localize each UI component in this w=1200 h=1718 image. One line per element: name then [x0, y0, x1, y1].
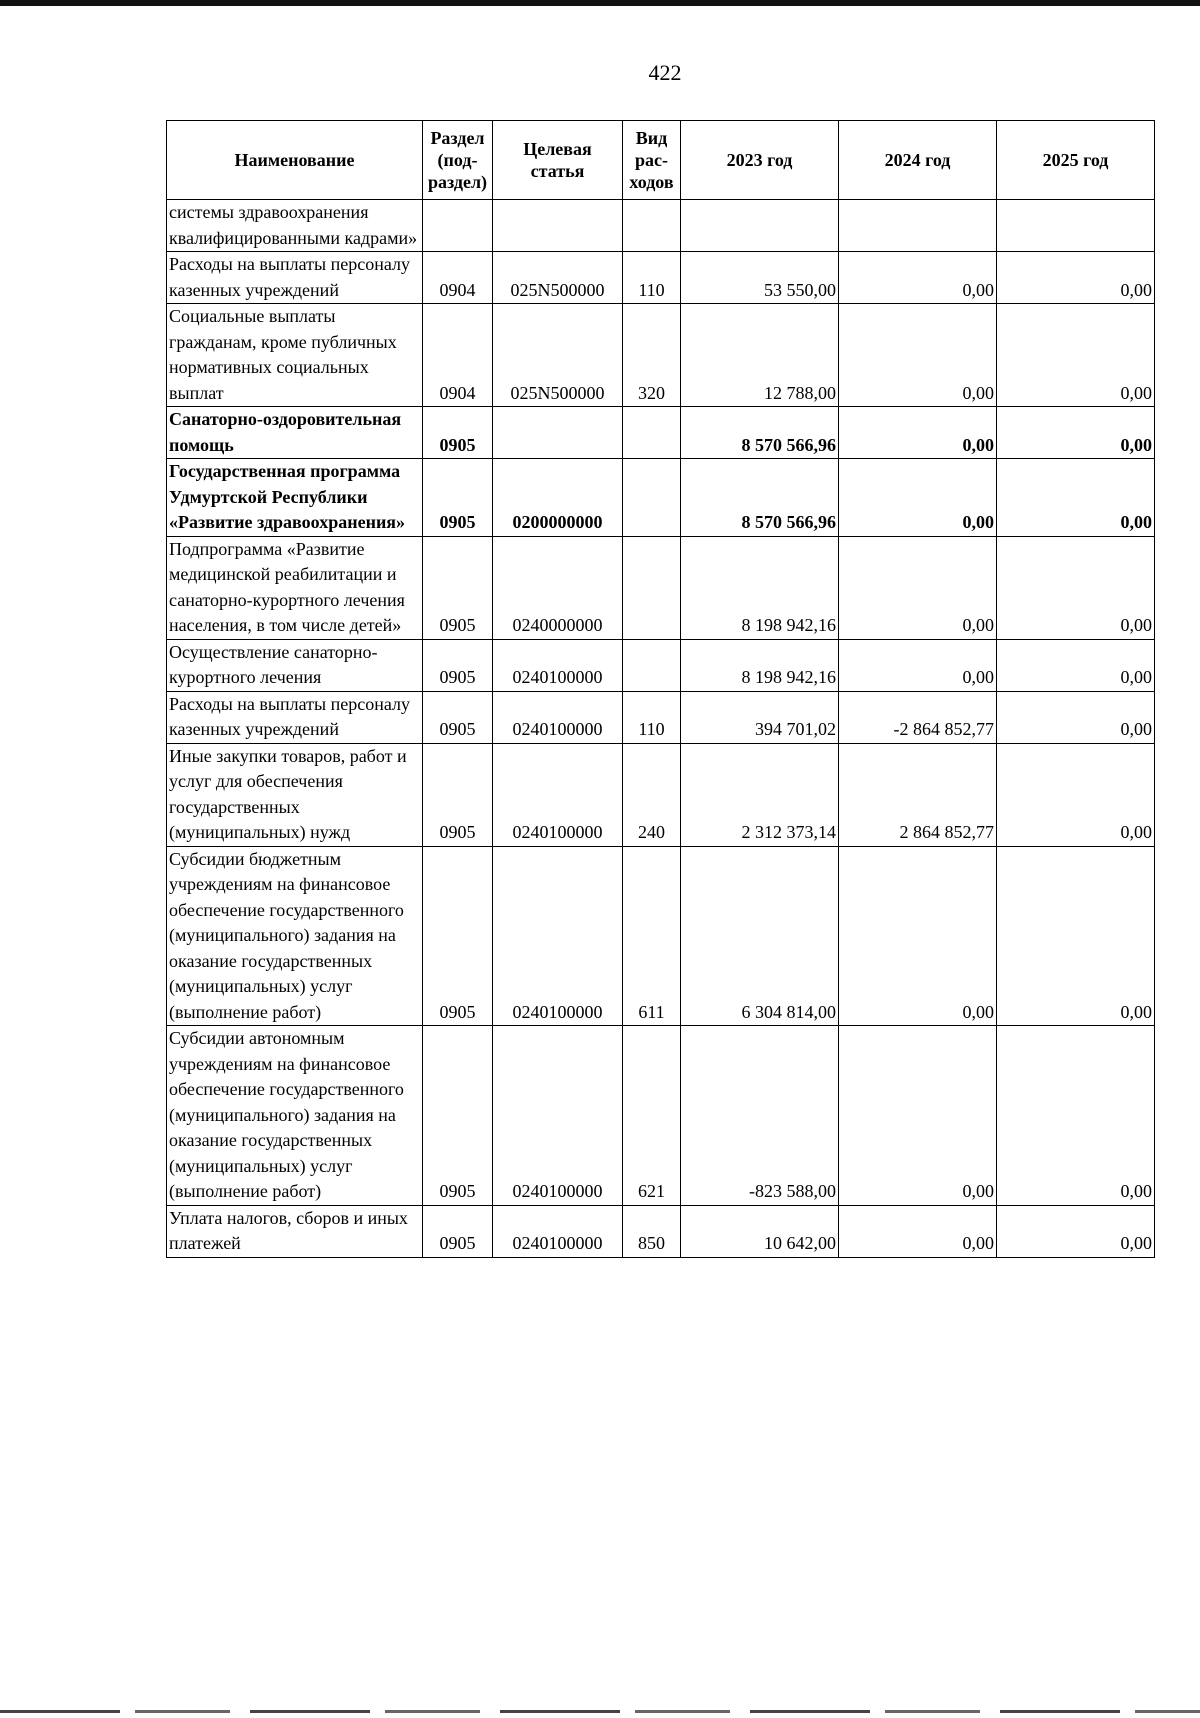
cell-type — [623, 200, 681, 252]
cell-target: 0240100000 — [493, 1026, 623, 1206]
cell-type: 240 — [623, 743, 681, 846]
header-type: Вид рас-ходов — [623, 121, 681, 200]
cell-y2024 — [839, 200, 997, 252]
cell-section: 0905 — [423, 407, 493, 459]
cell-y2025: 0,00 — [997, 743, 1155, 846]
cell-section: 0905 — [423, 1026, 493, 1206]
cell-y2024: 2 864 852,77 — [839, 743, 997, 846]
cell-type — [623, 407, 681, 459]
cell-name: Уплата налогов, сборов и иных платежей — [167, 1205, 423, 1257]
cell-y2025: 0,00 — [997, 691, 1155, 743]
table-row — [167, 200, 1155, 252]
cell-y2025: 0,00 — [997, 639, 1155, 691]
cell-target: 0200000000 — [493, 459, 623, 537]
cell-section — [423, 200, 493, 252]
cell-type — [623, 639, 681, 691]
cell-y2023: 10 642,00 — [681, 1205, 839, 1257]
cell-type — [623, 536, 681, 639]
cell-target: 0240100000 — [493, 639, 623, 691]
cell-y2023: 53 550,00 — [681, 252, 839, 304]
cell-target: 0240100000 — [493, 846, 623, 1026]
cell-y2025: 0,00 — [997, 1026, 1155, 1206]
cell-y2024: 0,00 — [839, 407, 997, 459]
cell-name: Социальные выплаты гражданам, кроме публичных нормативных социальных выплат — [167, 304, 423, 407]
table-body — [167, 200, 1155, 1258]
cell-target — [493, 407, 623, 459]
cell-type: 621 — [623, 1026, 681, 1206]
cell-name: Расходы на выплаты персоналу казенных учреждений — [167, 252, 423, 304]
cell-section: 0904 — [423, 304, 493, 407]
cell-y2023: 8 570 566,96 — [681, 459, 839, 537]
cell-type: 850 — [623, 1205, 681, 1257]
cell-y2023: 394 701,02 — [681, 691, 839, 743]
cell-name: Государственная программа Удмуртской Республики «Развитие здравоохранения» — [167, 459, 423, 537]
cell-name: Подпрограмма «Развитие медицинской реабилитации и санаторно-курортного лечения населения, в том числе детей» — [167, 536, 423, 639]
cell-y2023: 6 304 814,00 — [681, 846, 839, 1026]
bottom-scan-line — [0, 1710, 1200, 1713]
header-2025: 2025 год — [997, 121, 1155, 200]
table-row — [167, 691, 1155, 743]
cell-type: 110 — [623, 691, 681, 743]
cell-section: 0905 — [423, 639, 493, 691]
cell-y2024: 0,00 — [839, 1026, 997, 1206]
cell-y2025 — [997, 200, 1155, 252]
cell-y2025: 0,00 — [997, 846, 1155, 1026]
budget-table — [166, 120, 1155, 1258]
header-2024: 2024 год — [839, 121, 997, 200]
cell-target — [493, 200, 623, 252]
cell-y2025: 0,00 — [997, 407, 1155, 459]
cell-y2024: 0,00 — [839, 536, 997, 639]
cell-name: Субсидии автономным учреждениям на финансовое обеспечение государственного (муниципального) задания на оказание государственных (муниципальных) услуг (выполнение работ) — [167, 1026, 423, 1206]
page-number: 422 — [648, 60, 682, 85]
cell-y2024: 0,00 — [839, 639, 997, 691]
cell-section: 0905 — [423, 1205, 493, 1257]
cell-y2023: 8 198 942,16 — [681, 639, 839, 691]
cell-y2024: 0,00 — [839, 252, 997, 304]
cell-y2023: 8 198 942,16 — [681, 536, 839, 639]
header-section: Раздел (под-раздел) — [423, 121, 493, 200]
cell-y2024: -2 864 852,77 — [839, 691, 997, 743]
table-row — [167, 1205, 1155, 1257]
cell-y2023: -823 588,00 — [681, 1026, 839, 1206]
cell-y2024: 0,00 — [839, 304, 997, 407]
table-row — [167, 459, 1155, 537]
table-row — [167, 252, 1155, 304]
table-row — [167, 639, 1155, 691]
cell-y2024: 0,00 — [839, 846, 997, 1026]
cell-y2023: 2 312 373,14 — [681, 743, 839, 846]
table-row — [167, 304, 1155, 407]
cell-name: Иные закупки товаров, работ и услуг для обеспечения государственных (муниципальных) нужд — [167, 743, 423, 846]
table-row — [167, 1026, 1155, 1206]
header-name: Наименование — [167, 121, 423, 200]
table-row — [167, 536, 1155, 639]
cell-section: 0905 — [423, 536, 493, 639]
cell-type: 320 — [623, 304, 681, 407]
cell-name: Субсидии бюджетным учреждениям на финансовое обеспечение государственного (муниципального) задания на оказание государственных (муниципальных) услуг (выполнение работ) — [167, 846, 423, 1026]
cell-type — [623, 459, 681, 537]
cell-y2025: 0,00 — [997, 536, 1155, 639]
cell-y2025: 0,00 — [997, 252, 1155, 304]
cell-target: 025N500000 — [493, 304, 623, 407]
cell-y2025: 0,00 — [997, 1205, 1155, 1257]
cell-type: 611 — [623, 846, 681, 1026]
cell-name: Санаторно-оздоровительная помощь — [167, 407, 423, 459]
cell-type: 110 — [623, 252, 681, 304]
table-header-row — [167, 121, 1155, 200]
cell-y2024: 0,00 — [839, 1205, 997, 1257]
table-row — [167, 743, 1155, 846]
cell-section: 0905 — [423, 846, 493, 1026]
cell-section: 0905 — [423, 691, 493, 743]
cell-name: Осуществление санаторно-курортного лечения — [167, 639, 423, 691]
cell-target: 025N500000 — [493, 252, 623, 304]
top-border-line — [0, 0, 1200, 6]
cell-y2025: 0,00 — [997, 459, 1155, 537]
cell-y2025: 0,00 — [997, 304, 1155, 407]
cell-y2024: 0,00 — [839, 459, 997, 537]
cell-y2023 — [681, 200, 839, 252]
cell-section: 0905 — [423, 743, 493, 846]
cell-target: 0240100000 — [493, 743, 623, 846]
cell-target: 0240100000 — [493, 691, 623, 743]
table-row — [167, 846, 1155, 1026]
header-2023: 2023 год — [681, 121, 839, 200]
cell-section: 0905 — [423, 459, 493, 537]
table-row — [167, 407, 1155, 459]
cell-section: 0904 — [423, 252, 493, 304]
header-target: Целевая статья — [493, 121, 623, 200]
cell-target: 0240000000 — [493, 536, 623, 639]
cell-name: Расходы на выплаты персоналу казенных учреждений — [167, 691, 423, 743]
cell-name: системы здравоохранения квалифицированными кадрами» — [167, 200, 423, 252]
cell-target: 0240100000 — [493, 1205, 623, 1257]
cell-y2023: 8 570 566,96 — [681, 407, 839, 459]
cell-y2023: 12 788,00 — [681, 304, 839, 407]
